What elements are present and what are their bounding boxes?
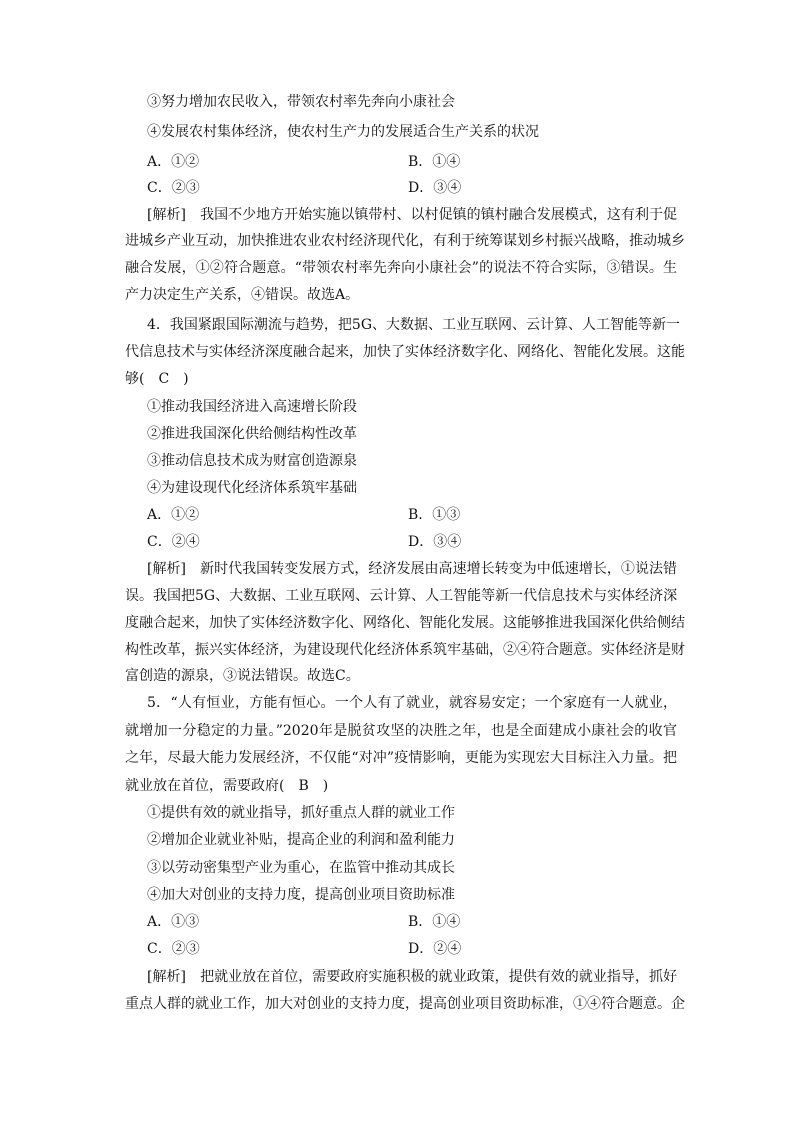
q3-option-4: ④发展农村集体经济，使农村生产力的发展适合生产关系的状况 xyxy=(147,124,539,140)
q3-analysis-line: [解析] 我国不少地方开始实施以镇带村、以村促镇的镇村融合发展模式，这有利于促 xyxy=(147,207,677,223)
q4-choice-b: B．①③ xyxy=(408,507,461,523)
q3-option-3: ③努力增加农民收入，带领农村率先奔向小康社会 xyxy=(147,94,455,110)
q5-option-1: ①提供有效的就业指导，抓好重点人群的就业工作 xyxy=(147,805,455,821)
q5-option-4: ④加大对创业的支持力度，提高创业项目资助标准 xyxy=(147,887,455,903)
q5-option-3: ③以劳动密集型产业为重心，在监管中推动其成长 xyxy=(147,860,455,876)
q5-choice-b: B．①④ xyxy=(408,914,461,930)
q4-option-3: ③推动信息技术成为财富创造源泉 xyxy=(147,453,357,469)
q5-stem-line: 就业放在首位，需要政府( B ) xyxy=(125,778,329,794)
q5-choice-a: A．①③ xyxy=(147,914,200,930)
q3-choice-b: B．①④ xyxy=(408,154,461,170)
q3-analysis-line: 进城乡产业互动，加快推进农业农村经济现代化，有利于统筹谋划乡村振兴战略，推动城乡 xyxy=(125,233,685,249)
q5-stem-line: 5．“人有恒业，方能有恒心。一个人有了就业，就容易安定；一个家庭有一人就业， xyxy=(147,695,677,711)
q4-analysis-line: 构性改革，振兴实体经济，为建设现代化经济体系筑牢基础，②④符合题意。实体经济是财 xyxy=(125,642,685,658)
q4-analysis-line: 误。我国把5G、大数据、工业互联网、云计算、人工智能等新一代信息技术与实体经济深 xyxy=(125,588,678,604)
q4-choice-a: A．①② xyxy=(147,507,200,523)
q5-analysis-line: [解析] 把就业放在首位，需要政府实施积极的就业政策，提供有效的就业指导，抓好 xyxy=(147,969,677,985)
q3-analysis-line: 融合发展，①②符合题意。“带领农村率先奔向小康社会”的说法不符合实际，③错误。生 xyxy=(125,260,677,276)
q3-choice-c: C．②③ xyxy=(147,180,200,196)
q4-option-1: ①推动我国经济进入高速增长阶段 xyxy=(147,399,357,415)
q4-choice-d: D．③④ xyxy=(408,534,462,550)
q5-stem-line: 之年，尽最大能力发展经济，不仅能“对冲”疫情影响，更能为实现宏大目标注入力量。把 xyxy=(125,750,677,766)
q4-option-2: ②推进我国深化供给侧结构性改革 xyxy=(147,426,357,442)
q5-stem-line: 就增加一分稳定的力量。”2020年是脱贫攻坚的决胜之年，也是全面建成小康社会的收官 xyxy=(125,723,677,739)
q4-stem-line: 4．我国紧跟国际潮流与趋势，把5G、大数据、工业互联网、云计算、人工智能等新一 xyxy=(147,317,680,333)
q4-stem-line: 够( C ) xyxy=(125,371,189,387)
q5-choice-d: D．②④ xyxy=(408,941,462,957)
q5-analysis-line: 重点人群的就业工作，加大对创业的支持力度，提高创业项目资助标准，①④符合题意。企 xyxy=(125,996,685,1012)
q4-analysis-line: [解析] 新时代我国转变发展方式，经济发展由高速增长转变为中低速增长，①说法错 xyxy=(147,561,677,577)
q4-analysis-line: 富创造的源泉，③说法错误。故选C。 xyxy=(125,668,360,684)
q4-stem-line: 代信息技术与实体经济深度融合起来，加快了实体经济数字化、网络化、智能化发展。这能 xyxy=(125,344,685,360)
q3-analysis-line: 产力决定生产关系，④错误。故选A。 xyxy=(125,287,360,303)
q3-choice-a: A．①② xyxy=(147,154,200,170)
q5-choice-c: C．②③ xyxy=(147,941,200,957)
q4-choice-c: C．②④ xyxy=(147,534,200,550)
q4-analysis-line: 度融合起来，加快了实体经济数字化、网络化、智能化发展。这能够推进我国深化供给侧结 xyxy=(125,615,685,631)
q5-option-2: ②增加企业就业补贴，提高企业的利润和盈利能力 xyxy=(147,832,455,848)
q3-choice-d: D．③④ xyxy=(408,180,462,196)
q4-option-4: ④为建设现代化经济体系筑牢基础 xyxy=(147,480,357,496)
